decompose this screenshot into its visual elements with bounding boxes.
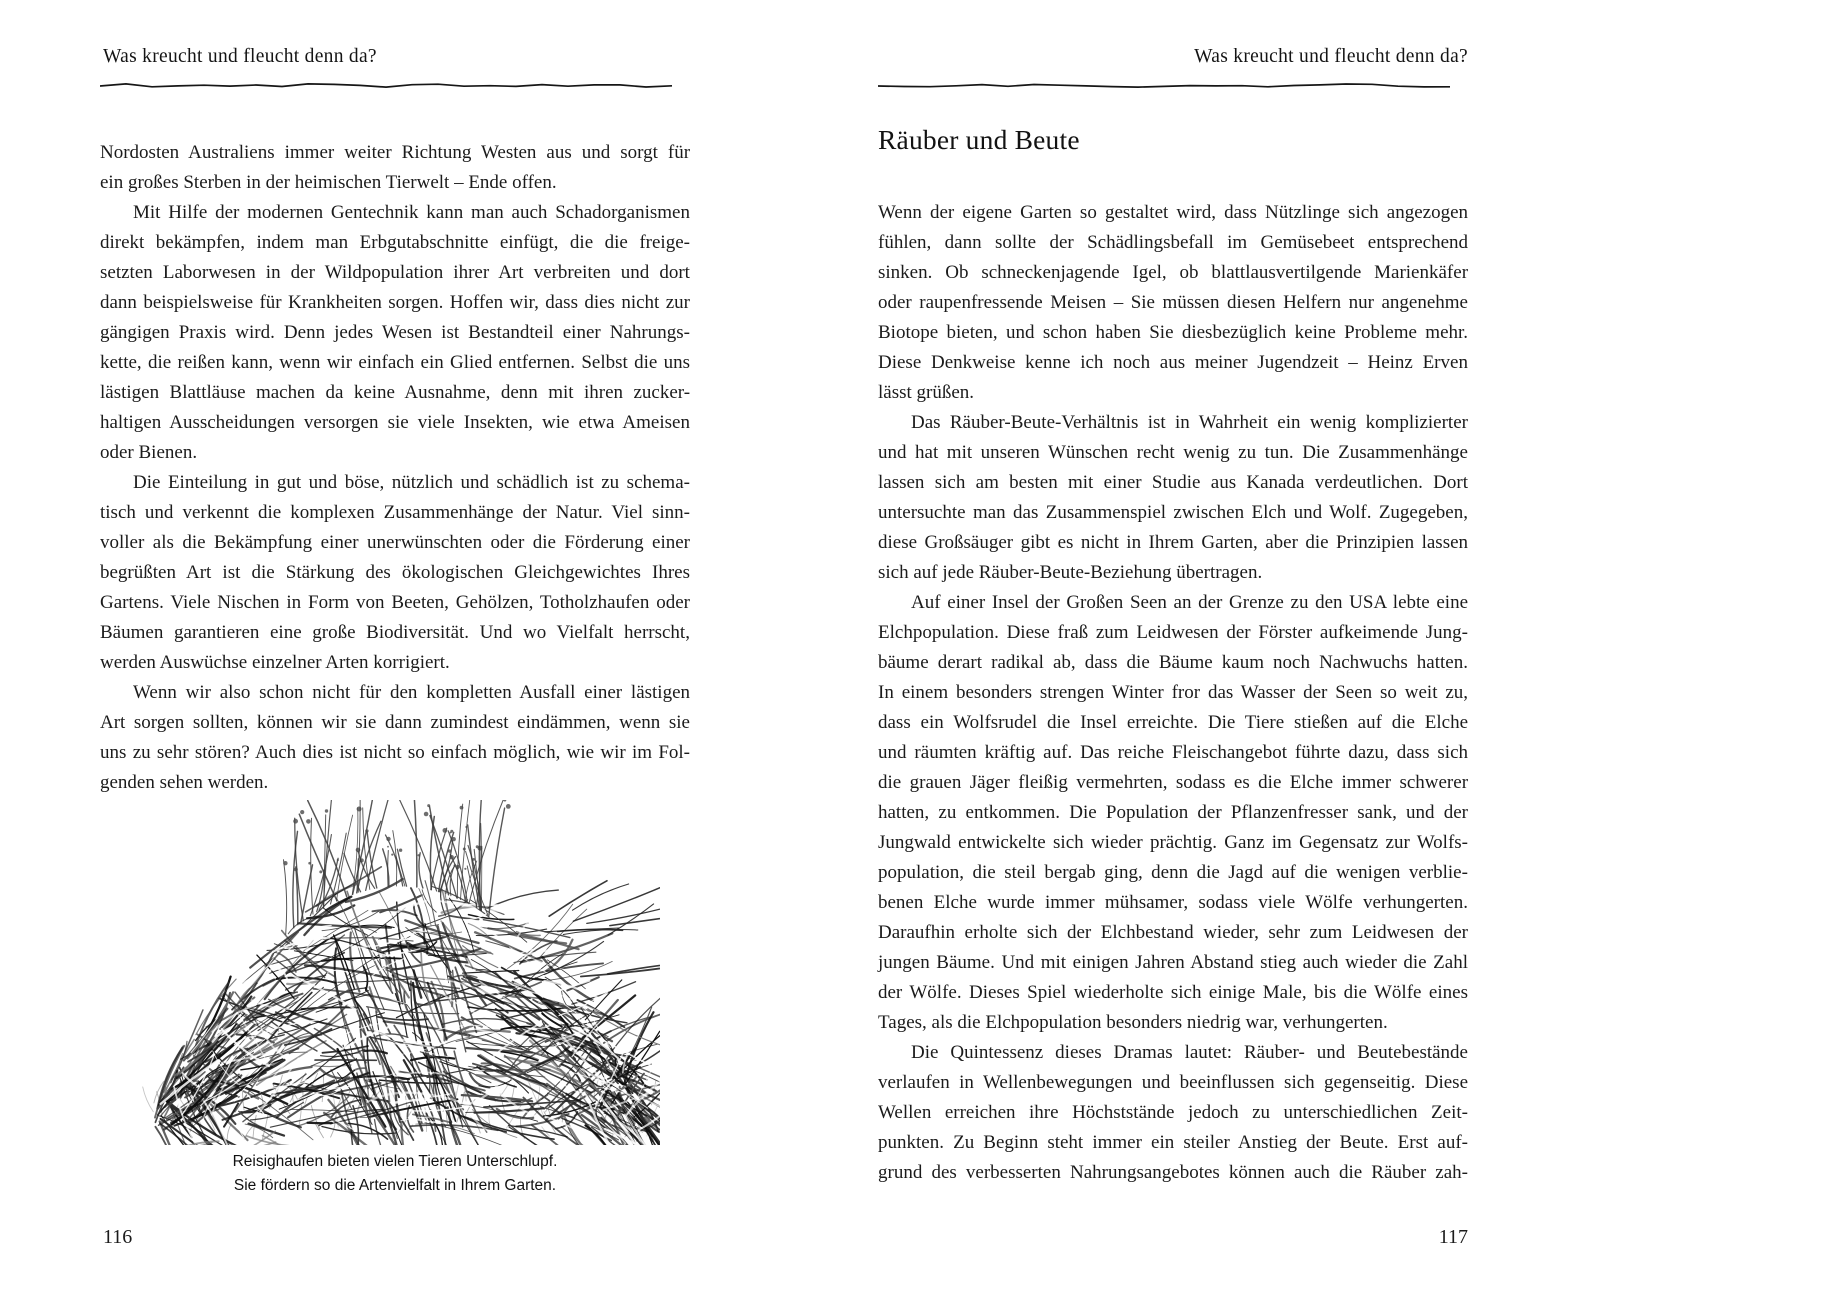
text-line: hatten, zu entkommen. Die Population der Pflanzenfresser sank, und der [878, 802, 1469, 823]
text-line: In einem besonders strengen Winter fror das Wasser der Seen so weit zu, [878, 682, 1469, 703]
text-line: untersuchte man das Zusammenspiel zwischen Elch und Wolf. Zugegeben, [878, 502, 1468, 523]
text-line: Nordosten Australiens immer weiter Richtung Westen aus und sorgt für [100, 142, 691, 163]
text-line: Die Einteilung in gut und böse, nützlich und schädlich ist zu schema- [133, 472, 690, 493]
left-header-rule [100, 80, 690, 92]
text-line: Das Räuber-Beute-Verhältnis ist in Wahrheit ein wenig komplizierter [911, 412, 1468, 433]
right-body-text [878, 198, 1468, 1188]
text-line: Jungwald entwickelte sich wieder prächtig. Ganz im Gegensatz zur Wolfs- [878, 832, 1469, 853]
left-page [0, 0, 915, 1299]
text-line: lästigen Blattläuse machen da keine Ausnahme, denn mit ihren zucker- [100, 382, 691, 403]
text-line: kette, die reißen kann, wenn wir einfach ein Glied entfernen. Selbst die uns [100, 352, 690, 373]
text-line: genden sehen werden. [100, 772, 269, 793]
text-line: tisch und verkennt die komplexen Zusammenhänge der Natur. Viel sinn- [100, 502, 691, 523]
text-line: Tages, als die Elchpopulation besonders niedrig war, verhungerten. [878, 1012, 1388, 1033]
text-line: Diese Denkweise kenne ich noch aus meiner Jugendzeit – Heinz Erven [878, 352, 1468, 373]
right-page [878, 0, 1831, 1299]
text-line: Gartens. Viele Nischen in Form von Beeten, Gehölzen, Totholzhaufen oder [100, 592, 690, 613]
text-line: ein großes Sterben in der heimischen Tierwelt – Ende offen. [100, 172, 557, 193]
text-line: setzten Laborwesen in der Wildpopulation ihrer Art verbreiten und dort [100, 262, 690, 283]
figure-brushwood-pile [140, 800, 660, 1145]
text-line: uns zu sehr stören? Auch dies ist nicht so einfach möglich, wie wir im Fol- [100, 742, 691, 763]
caption-line: Reisighaufen bieten vielen Tieren Unterschlupf. [232, 1153, 558, 1170]
text-line: Elchpopulation. Diese fraß zum Leidwesen der Förster aufkeimende Jung- [878, 622, 1468, 643]
right-header-rule [878, 80, 1468, 92]
section-heading: Räuber und Beute [878, 124, 1080, 155]
left-running-header: Was kreucht und fleucht denn da? [103, 46, 377, 67]
text-line: lässt grüßen. [878, 382, 975, 403]
text-line: oder raupenfressende Meisen – Sie müssen diesen Helfern nur angenehme [878, 292, 1468, 313]
text-line: Bäumen garantieren eine große Biodiversität. Und wo Vielfalt herrscht, [100, 622, 690, 643]
text-line: Biotope bieten, und schon haben Sie diesbezüglich keine Probleme mehr. [878, 322, 1469, 343]
text-line: Wellen erreichen ihre Höchststände jedoch zu unterschiedlichen Zeit- [878, 1102, 1468, 1123]
brushwood-pile-drawing [140, 800, 660, 1145]
text-line: Auf einer Insel der Großen Seen an der Grenze zu den USA lebte eine [911, 592, 1469, 613]
text-line: verlaufen in Wellenbewegungen und beeinflussen sich gegenseitig. Diese [878, 1072, 1469, 1093]
text-line: dass ein Wolfsrudel die Insel erreichte. Die Tiere stießen auf die Elche [878, 712, 1469, 733]
text-line: haltigen Ausscheidungen versorgen sie viele Insekten, wie etwa Ameisen [100, 412, 690, 433]
text-line: Mit Hilfe der modernen Gentechnik kann man auch Schadorganismen [133, 202, 690, 223]
text-line: population, die steil bergab ging, denn die Jagd auf die wenigen verblie- [878, 862, 1468, 883]
text-line: werden Auswüchse einzelner Arten korrigiert. [100, 652, 450, 673]
text-line: der Wölfe. Dieses Spiel wiederholte sich einige Male, bis die Wölfe eines [878, 982, 1468, 1003]
right-running-header: Was kreucht und fleucht denn da? [1194, 46, 1468, 67]
text-line: sinken. Ob schneckenjagende Igel, ob blattlausvertilgende Marienkäfer [878, 262, 1469, 283]
text-line: fühlen, dann sollte der Schädlingsbefall im Gemüsebeet entsprechend [878, 232, 1468, 253]
text-line: diese Großsäuger gibt es nicht in Ihrem Garten, aber die Prinzipien lassen [878, 532, 1469, 553]
text-line: Daraufhin erholte sich der Elchbestand wieder, sehr zum Leidwesen der [878, 922, 1468, 943]
text-line: jungen Bäume. Und mit einigen Jahren Abstand stieg auch wieder die Zahl [878, 952, 1468, 973]
text-line: Art sorgen sollten, können wir sie dann zumindest eindämmen, wenn sie [100, 712, 690, 733]
text-line: gängigen Praxis wird. Denn jedes Wesen ist Bestandteil einer Nahrungs- [100, 322, 690, 343]
right-page-number: 117 [1438, 1226, 1468, 1248]
text-line: sich auf jede Räuber-Beute-Beziehung übertragen. [878, 562, 1263, 583]
text-line: und räumten kräftig auf. Das reiche Fleischangebot führte dazu, dass sich [878, 742, 1468, 763]
text-line: oder Bienen. [100, 442, 198, 463]
text-line: die grauen Jäger fleißig vermehrten, sodass es die Elche immer schwerer [878, 772, 1469, 793]
text-line: benen Elche wurde immer mühsamer, sodass viele Wölfe verhungerten. [878, 892, 1468, 913]
text-line: Die Quintessenz dieses Dramas lautet: Räuber- und Beutebestände [911, 1042, 1468, 1063]
text-line: begrüßten Art ist die Stärkung des ökologischen Gleichgewichtes Ihres [100, 562, 690, 583]
text-line: punkten. Zu Beginn steht immer ein steiler Anstieg der Beute. Erst auf- [878, 1132, 1468, 1153]
text-line: grund des verbesserten Nahrungsangebotes können auch die Räuber zah- [878, 1162, 1468, 1183]
text-line: direkt bekämpfen, indem man Erbgutabschnitte einfügt, die die freige- [100, 232, 690, 253]
figure-caption [100, 1150, 690, 1198]
text-line: und hat mit unseren Wünschen recht wenig zu tun. Die Zusammenhänge [878, 442, 1468, 463]
text-line: Wenn wir also schon nicht für den kompletten Ausfall einer lästigen [133, 682, 691, 703]
text-line: Wenn der eigene Garten so gestaltet wird, dass Nützlinge sich angezogen [878, 202, 1469, 223]
text-line: dann beispielsweise für Krankheiten sorgen. Hoffen wir, dass dies nicht zur [100, 292, 690, 313]
left-body-text [100, 138, 690, 798]
text-line: bäume derart radikal ab, dass die Bäume kaum noch Nachwuchs hatten. [878, 652, 1468, 673]
text-line: voller als die Bekämpfung einer unerwünschten oder die Förderung einer [100, 532, 691, 553]
left-page-number: 116 [103, 1226, 133, 1248]
text-line: lassen sich am besten mit einer Studie aus Kanada verdeutlichen. Dort [878, 472, 1468, 493]
caption-line: Sie fördern so die Artenvielfalt in Ihrem Garten. [233, 1177, 557, 1194]
